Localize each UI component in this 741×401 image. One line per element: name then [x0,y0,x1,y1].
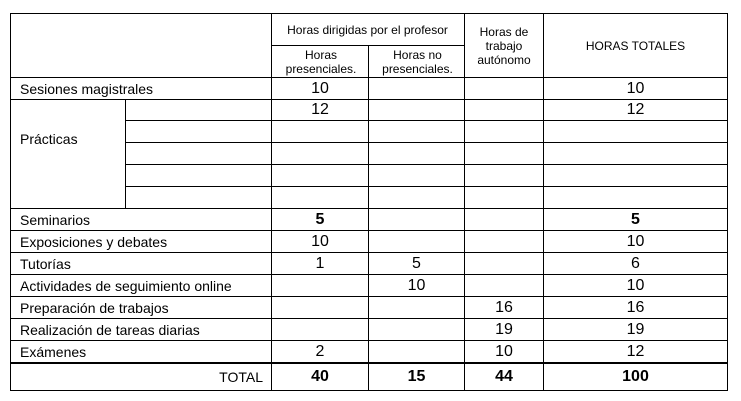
hours-table [10,13,728,391]
row-label-seminarios: Seminarios [20,211,91,228]
realizacion-nopres [369,319,464,340]
tutorias-total: 6 [631,254,640,272]
seminarios-pres: 5 [315,210,325,228]
header-autonomo: Horas de trabajo autónomo [477,25,531,67]
row-label-realizacion: Realización de tareas diarias [20,321,200,338]
examenes-pres: 2 [315,342,325,360]
exposiciones-pres: 10 [311,232,329,250]
row-label-practicas: Prácticas [20,131,78,147]
actividades-nopres: 10 [407,276,426,294]
examenes-total: 12 [626,342,645,360]
row-label-examenes: Exámenes [20,343,87,360]
sesiones-auto [465,78,543,99]
actividades-auto [465,275,543,296]
tutorias-auto [465,253,543,274]
seminarios-total: 5 [631,210,640,228]
header-totales: HORAS TOTALES [585,39,686,53]
seminarios-nopres [369,209,464,230]
examenes-auto: 10 [495,342,513,360]
exposiciones-auto [465,231,543,252]
tutorias-nopres: 5 [412,254,421,272]
row-label-tutorias: Tutorías [20,255,71,272]
row-label-exposiciones: Exposiciones y debates [20,233,168,250]
realizacion-total: 19 [626,320,645,338]
preparacion-total: 16 [626,298,645,316]
actividades-pres [272,275,368,296]
sesiones-total: 10 [626,79,645,97]
row-label-preparacion: Preparación de trabajos [20,299,169,316]
total-total: 100 [622,368,649,385]
practicas-nopres [369,100,464,120]
total-nopres: 15 [407,368,426,385]
total-auto: 44 [495,368,513,385]
practicas-pres: 12 [311,101,329,118]
header-no-presenciales: Horas no presenciales. [382,47,453,76]
sesiones-pres: 10 [311,79,329,97]
preparacion-pres [272,297,368,318]
realizacion-pres [272,319,368,340]
exposiciones-total: 10 [626,232,645,250]
row-label-actividades: Actividades de seguimiento online [20,277,232,294]
examenes-nopres [369,341,464,362]
total-pres: 40 [311,368,329,385]
practicas-auto [465,100,543,120]
actividades-total: 10 [626,276,645,294]
practicas-total: 12 [626,101,645,118]
preparacion-auto: 16 [495,298,513,316]
sesiones-nopres [369,78,464,99]
row-label-sesiones: Sesiones magistrales [20,80,154,97]
seminarios-auto [465,209,543,230]
realizacion-auto: 19 [495,320,513,338]
header-group: Horas dirigidas por el profesor [287,23,448,37]
total-label: TOTAL [219,369,263,385]
tutorias-pres: 1 [315,254,325,272]
preparacion-nopres [369,297,464,318]
exposiciones-nopres [369,231,464,252]
header-presenciales: Horas presenciales. [285,47,357,76]
